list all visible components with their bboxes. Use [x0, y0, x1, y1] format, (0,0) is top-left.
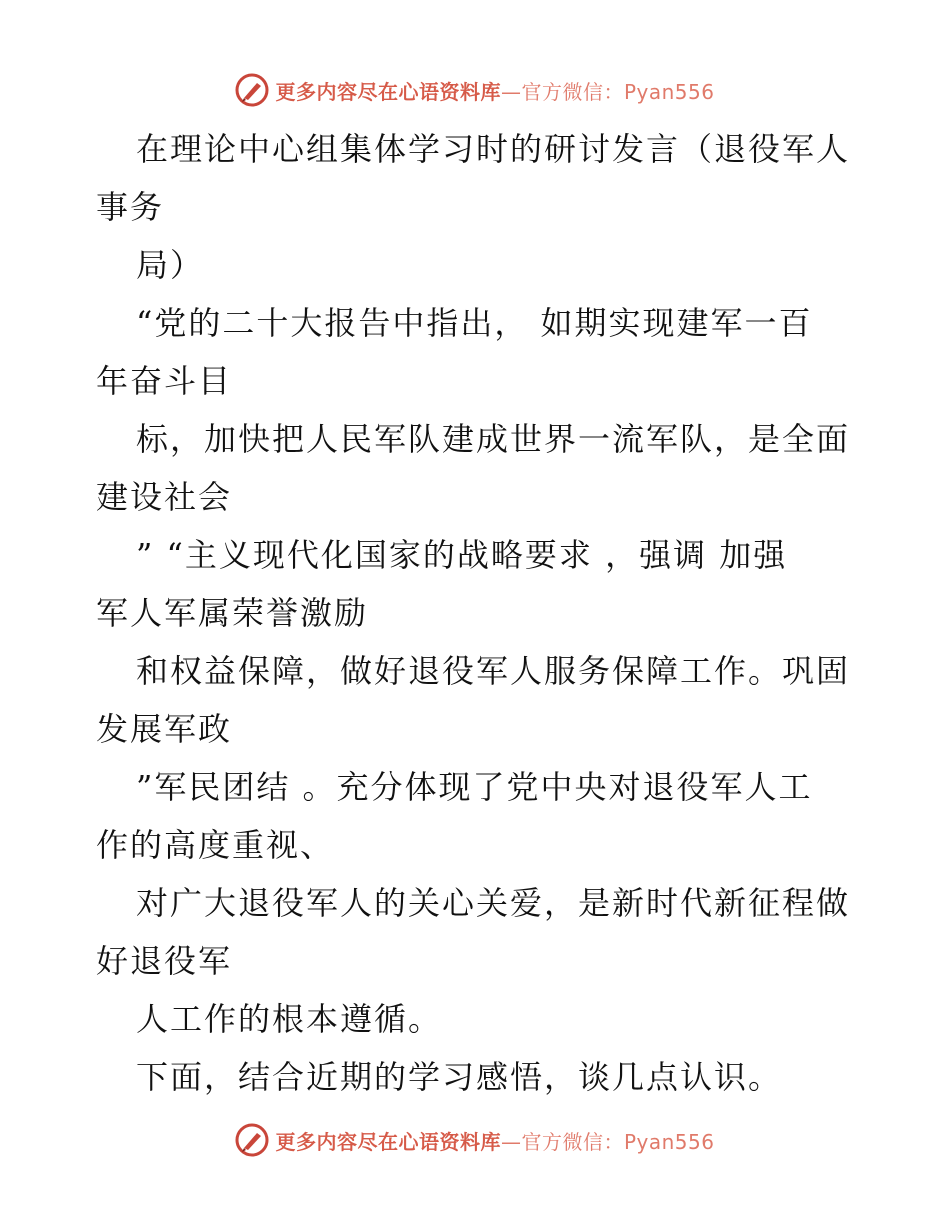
watermark-main: 更多内容尽在心语资料库 — [275, 1129, 501, 1154]
document-line: 在理论中心组集体学习时的研讨发言（退役军人 — [136, 130, 851, 168]
watermark-main: 更多内容尽在心语资料库 — [275, 79, 501, 104]
document-line: 发展军政 — [96, 710, 233, 748]
document-line: 局） — [136, 246, 205, 284]
document-line: 建设社会 — [96, 478, 233, 516]
document-line: ”军民团结 。充分体现了党中央对退役军人工 — [136, 768, 813, 806]
watermark-header — [0, 70, 950, 110]
document-line: 事务 — [96, 188, 165, 226]
document-line: 好退役军 — [96, 942, 233, 980]
watermark-sub: —官方微信：Pyan556 — [500, 79, 715, 104]
document-line: “党的二十大报告中指出， 如期实现建军一百 — [136, 304, 813, 342]
watermark-text — [275, 76, 714, 105]
document-line: 军人军属荣誉激励 — [96, 594, 369, 632]
pen-logo-icon — [235, 73, 269, 107]
watermark-footer — [0, 1120, 950, 1160]
document-line: 和权益保障，做好退役军人服务保障工作。巩固 — [136, 652, 851, 690]
watermark-text — [275, 1126, 714, 1155]
document-line: 下面，结合近期的学习感悟，谈几点认识。 — [136, 1058, 783, 1096]
document-line: 年奋斗目 — [96, 362, 233, 400]
watermark-sub: —官方微信：Pyan556 — [500, 1129, 715, 1154]
document-body — [96, 120, 856, 1106]
document-line: 人工作的根本遵循。 — [136, 1000, 443, 1038]
document-line: 对广大退役军人的关心关爱，是新时代新征程做 — [136, 884, 851, 922]
document-line: ” “主义现代化国家的战略要求 ，强调 加强 — [136, 536, 788, 574]
document-line: 标，加快把人民军队建成世界一流军队，是全面 — [136, 420, 851, 458]
document-line: 作的高度重视、 — [96, 826, 335, 864]
pen-logo-icon — [235, 1123, 269, 1157]
